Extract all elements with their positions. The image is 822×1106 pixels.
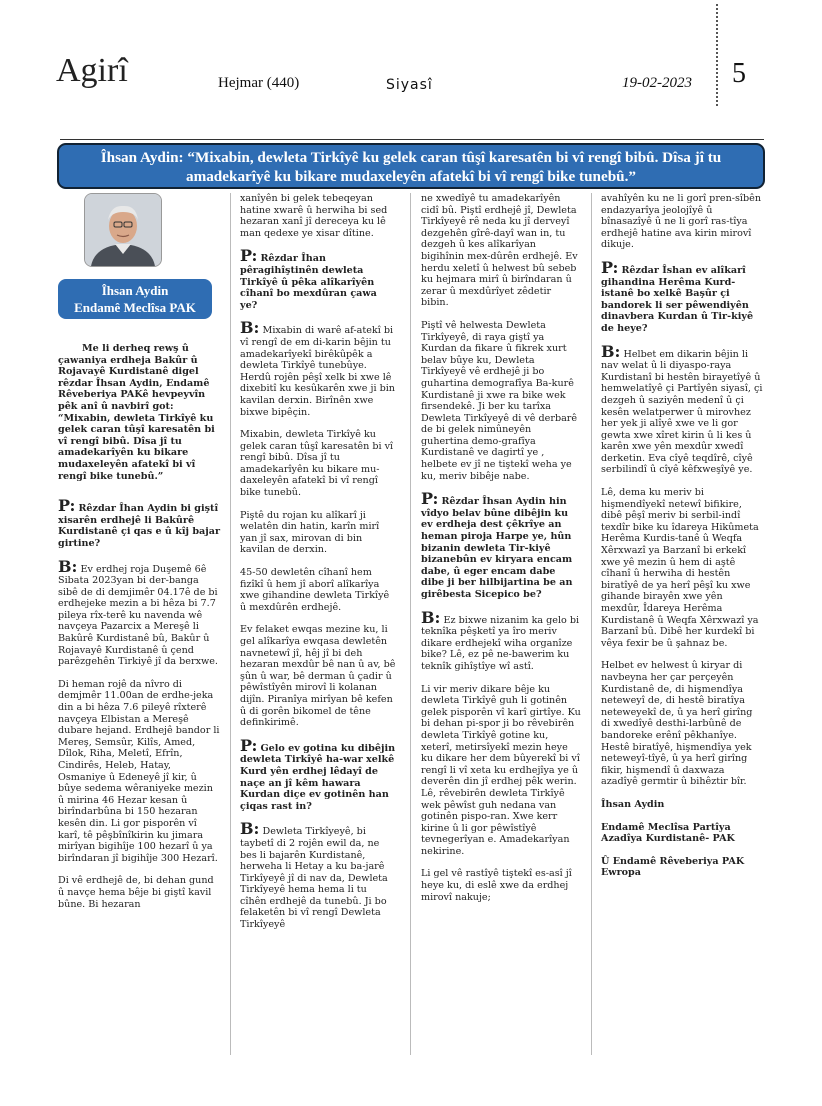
- paragraph: Mixabin, dewleta Tirkîyê ku gelek caran tûşî karesatên bi vî rengî bibû. Dîsa jî tu amadekarîyên ku bikare mu-daxeleyên afatekî bi vî rengî bike tunebû.: [240, 429, 394, 499]
- question-text: Gelo ev gotina ku dibêjin dewleta Tirkîyê ha-war xelkê Kurd yên erdhej lêdayî de naçe an jî kêm hawara Kurdan diçe ev gotinên han çiqas rast in?: [240, 742, 396, 812]
- paragraph: Di heman rojê da nîvro di demjmêr 11.00an de erdhe-jeka din a bi hêza 7.6 pileyê rîxterê navçeya Elbistan a Mereşê dubare hejand. Erdhejê bandor li Mereş, Semsûr, Kilîs, Amed, Dîlok, Riha, Meletî, Efrîn, Cindirês, Heleb, Hatay, Osmaniye û Edeneyê jî kir, û bûye sedema wêraniyeke mezin û mirina 46 Hezar kesan û birîndarbûna bi 150 hezaran kesên din. Li gor pisporên vî karî, tê pêşbînîkirin ku jimara mirîyan bigihîje 100 hezarî û ya birîndaran jî bigihîje 300 Hezarî.: [58, 678, 220, 864]
- portrait-icon: [85, 194, 161, 266]
- signature-role-2: Û Endamê Rêveberiya PAK Ewropa: [601, 855, 745, 879]
- issue-date: 19-02-2023: [622, 75, 692, 91]
- column-divider: [410, 193, 411, 1055]
- paragraph: ne xwedîyê tu amadekarîyên cidî bû. Piştî erdhejê jî, Dewleta Tirkîyeyê rê neda ku jî derveyî dezgehên gîrê-dayî wan in, tu dezgeh û kes alîkarîyan bigihînin mex-dûrên erdhejê. Ev herdu xeletî û helwest bû sebeb ku hejmara mirî û birîndaran û zerar û mexdûrîyet zêdetir bibin.: [421, 193, 578, 309]
- answer-text: Ez bixwe nizanim ka gelo bi teknîka pêşketî ya îro meriv dikare erdhejekî wiha organîze bike? Lê, ez pê ne-bawerim ku teknîk gihîştîye wî astî.: [421, 614, 580, 672]
- page-number: 5: [732, 58, 746, 89]
- issue-number: Hejmar (440): [218, 75, 300, 91]
- answer-marker: B:: [601, 341, 621, 361]
- column-divider: [230, 193, 231, 1055]
- question-text: Rêzdar Îshan ev alîkarî gihandina Herêma Kurd-istanê bo xelkê Başûr çi bandorek li ser pêwendiyên dinavbera Kurdan û Tir-kiyê de heye?: [601, 264, 754, 334]
- paragraph: 45-50 dewletên cîhanî hem fizîkî û hem jî aborî alîkarîya xwe gihandine dewleta Tirkîyê û mexdûrên erdhejê.: [240, 567, 390, 613]
- answer-text: Ev erdhej roja Duşemê 6ê Sibata 2023yan bi der-banga sibê de di demjimêr 04.17ê de bi erdhejeke mezin a bi hêza bi 7.7 pileya rîx-terê ku navenda wê navçeya Pazarcix a Mereşê li Bakûrê Kurdistanê bû, Bakûr û Rojavayê Kurdistanê û çend parêzgehên Tirkiyê jî da berxwe.: [58, 563, 218, 668]
- question-marker: P:: [601, 257, 619, 277]
- masthead-divider: [716, 4, 718, 106]
- question-text: Rêzdar Îhsan Aydin hin vîdyo belav bûne dibêjin ku ev erdheja dest çêkrîye an heman piroja Harpe ye, hûn bizanin dewleta Tir-kiyê bizanebûn ev kiryara encam dabe, û eger encam dabe dibe ji ber hilbijartina be an girêbesta Sicepico be?: [421, 496, 573, 600]
- paragraph: Ev felaket ewqas mezine ku, li gel alîkarîya ewqasa dewletên navnetewî jî, hêj jî bi deh hezaran mexdûr bê nan û av, bê şûn û war, bê derman û çadir û pêwîstîyên mirovî li kolanan dijîn. Piranîya mirîyan bê kefen û di gorên bikomel de têne definkirimê.: [240, 624, 396, 729]
- question-marker: P:: [240, 735, 258, 755]
- paragraph: Helbet ev helwest û kiryar di navbeyna her çar perçeyên Kurdistanê de, di hişmendîya neteweyî de, di hestê biratîya neteweyekî de, û ya herî girîng di xwedîyê desthi-larbûnê de bandoreke erênî pêkhanîye. Hestê biratîyê, hişmendîya yek neteweyî-tîyê, û ya herî girîng fikir, hişmendî û daxwaza azadîyê germtir û bihêztir bîr.: [601, 660, 753, 788]
- question-text: Rêzdar Îhan Aydin bi giştî xisarên erdhejê li Bakûrê Kurdistanê çi qas e û kîj bajar girtine?: [58, 503, 220, 549]
- column-2: [240, 193, 396, 942]
- column-divider: [591, 193, 592, 1055]
- intro-paragraph: Me li derheq rewş û çawaniya erdheja Bakûr û Rojavayê Kurdistanê digel rêzdar Îhsan Aydin, Endamê Rêveberiya PAKê hevpeyvîn pêk anî û navbirî got: “Mixabin, dewleta Tirkîyê ku gelek caran tûşî karesatên bi vî rengî bibû. Dîsa jî tu amadekarîyên ku bikare mudaxeleyên afatekî bi vî rengî bike tunebû.”: [58, 343, 215, 482]
- paragraph: Li vir meriv dikare bêje ku dewleta Tirkîyê guh li gotinên gelek pisporên vî karî girtîye. Ku bi dehan pi-spor ji bo rêvebirên dewleta Tirkîyê gotine ku, xeterî, metirsîyekî mezin heye ku dikare her dem bûyerekî bi vî rengî li vî xeta ku erdhejîya ye û deverên din jî erdhej pêk werin. Lê, rêvebirên dewleta Tirkîyê wek pêwîst guh nedana van gotinên pispo-ran. Xwe kerr kirine û li gor pêwîstîyê tevnegerîyan e. Amadekarîyan nekirine.: [421, 683, 581, 857]
- paragraph: Lê, dema ku meriv bi hişmendîyekî netewî bifikire, dibê pêşî meriv bi serbil-indî texdîr bike ku îdareya Hikûmeta Herêma Kurdis-tanê û Weqfa Xêrxwazî ya Barzanî bi erkekî xwe yê mezin û hem di aştê cîhanî û herwiha di hestên biratîyê de ya herî pêşî ku xwe gihande birayên xwe yên mexdûr, Îdareya Herêma Kurdistanê û Weqfa Xêrxwazî ya Barzanî bû. Dibê her kurdekî bi vêya fexir be û şahnaz be.: [601, 487, 759, 649]
- signature-role: Endamê Meclîsa Partîya Azadîya Kurdistanê- PAK: [601, 821, 735, 845]
- byline-role: Endamê Meclîsa PAK: [74, 300, 196, 315]
- paragraph: Li gel vê rastîyê tiştekî es-asî jî heye ku, di eslê xwe da erdhej mirovî nakuje;: [421, 868, 572, 903]
- question-text: Rêzdar Îhan pêragihîştinên dewleta Tirkîyê û pêka alîkarîyên cîhanî bo mexdûran çawa ye?: [240, 253, 377, 311]
- masthead: [0, 0, 822, 140]
- author-photo: [84, 193, 162, 267]
- header-rule: [60, 139, 764, 140]
- question-marker: P:: [240, 246, 258, 266]
- question-marker: P:: [421, 489, 439, 509]
- answer-text: Dewleta Tirkîyeyê, bi taybetî di 2 rojên ewil da, ne bes li bajarên Kurdistanê, herweha li Hetay a ku ba-jarê Tirkîyeyê jî di nav da, Dewleta Tirkîyeyê hema hema li tu cîhên erdhejê da tunebû. Ji bo felaketên bi vî rengî Dewleta Tirkîyeyê: [240, 826, 388, 931]
- paragraph: Di vê erdhejê de, bi dehan gund û navçe hema bêje bi giştî kavil bûne. Bi hezaran: [58, 875, 214, 910]
- headline-banner: Îhsan Aydin: “Mixabin, dewleta Tirkîyê ku gelek caran tûşî karesatên bi vî rengî bibû. Dîsa jî tu amadekarîyê ku bikare mudaxeleyên afatekî bi vî rengî bike tunebû.”: [57, 143, 765, 189]
- answer-marker: B:: [240, 819, 260, 839]
- paragraph: avahîyên ku ne li gorî pren-sîbên endazyarîya jeolojîyê û bînasazîyê û ne li gorî ras-tîya erdhejê hatine ava kirin mirovî dikuje.: [601, 193, 762, 251]
- column-1: [58, 343, 220, 921]
- question-marker: P:: [58, 496, 76, 516]
- column-3: [421, 193, 581, 914]
- answer-marker: B:: [421, 607, 441, 627]
- byline-name: Îhsan Aydin: [101, 283, 169, 298]
- signature-name: Îhsan Aydin: [601, 798, 665, 810]
- paragraph: Piştî vê helwesta Dewleta Tirkîyeyê, di raya giştî ya Kurdan da fikare û fikrek xurt belav bûye ku, Dewleta Tirkîyeyê vê erdhejê ji bo guhartina demografîya Ba-kurê Kurdistanê ji xwe ra bike wek firsendekê. Ji ber ku tarîxa Dewleta Tirkîyeyê di vê derbarê de bi gelek nimûneyên guhertina demo-grafîya Kurdistanê ve dagirtî ye , helbete ev jî ne tiştekî weha ye ku, meriv bibêje nabe.: [421, 319, 578, 482]
- answer-text: Helbet em dikarin bêjin li nav welat û li diyaspo-raya Kurdistanî bi hestên birayetîyê û hemwelatîyê çi Partîyên siyasî, çi dezgeh û saziyên medenî û çi kesên welatperwer û mirovhez her yek ji alîyê xwe ve li gor gewta xwe xîret kirin û li kes û karên xwe yên mexdûr xwedî derketin. Eva cîyê teqdîrê, cîyê serbilindî û cîyê kêfxweşîyê ye.: [601, 348, 763, 476]
- paragraph: Piştê du rojan ku alîkarî ji welatên din hatin, karîn mirî yan jî sax, mirovan di bin kavilan de derxin.: [240, 509, 380, 556]
- brand-title: Agirî: [56, 52, 128, 89]
- paragraph: xanîyên bi gelek tebeqeyan hatine xwarê û herwiha bi sed hezaran xanî jî dereceya ku lê man qedexe ye xisar dîtine.: [240, 193, 388, 239]
- answer-marker: B:: [58, 556, 78, 576]
- answer-text: Mixabin di warê af-atekî bi vî rengî de em di-karin bêjin tu amadekarîyekî birêkûpêk a dewleta Tirkîyê tunebûye. Herdû rojên pêşî xelk bi xwe lê dixebitî ku kesûkarên xwe ji bin kavilan derxin. Birînên xwe bixwe bipêçin.: [240, 325, 395, 418]
- answer-marker: B:: [240, 318, 260, 338]
- column-4: [601, 193, 763, 890]
- byline-box: [58, 279, 212, 319]
- section-label: Siyasî: [386, 77, 433, 93]
